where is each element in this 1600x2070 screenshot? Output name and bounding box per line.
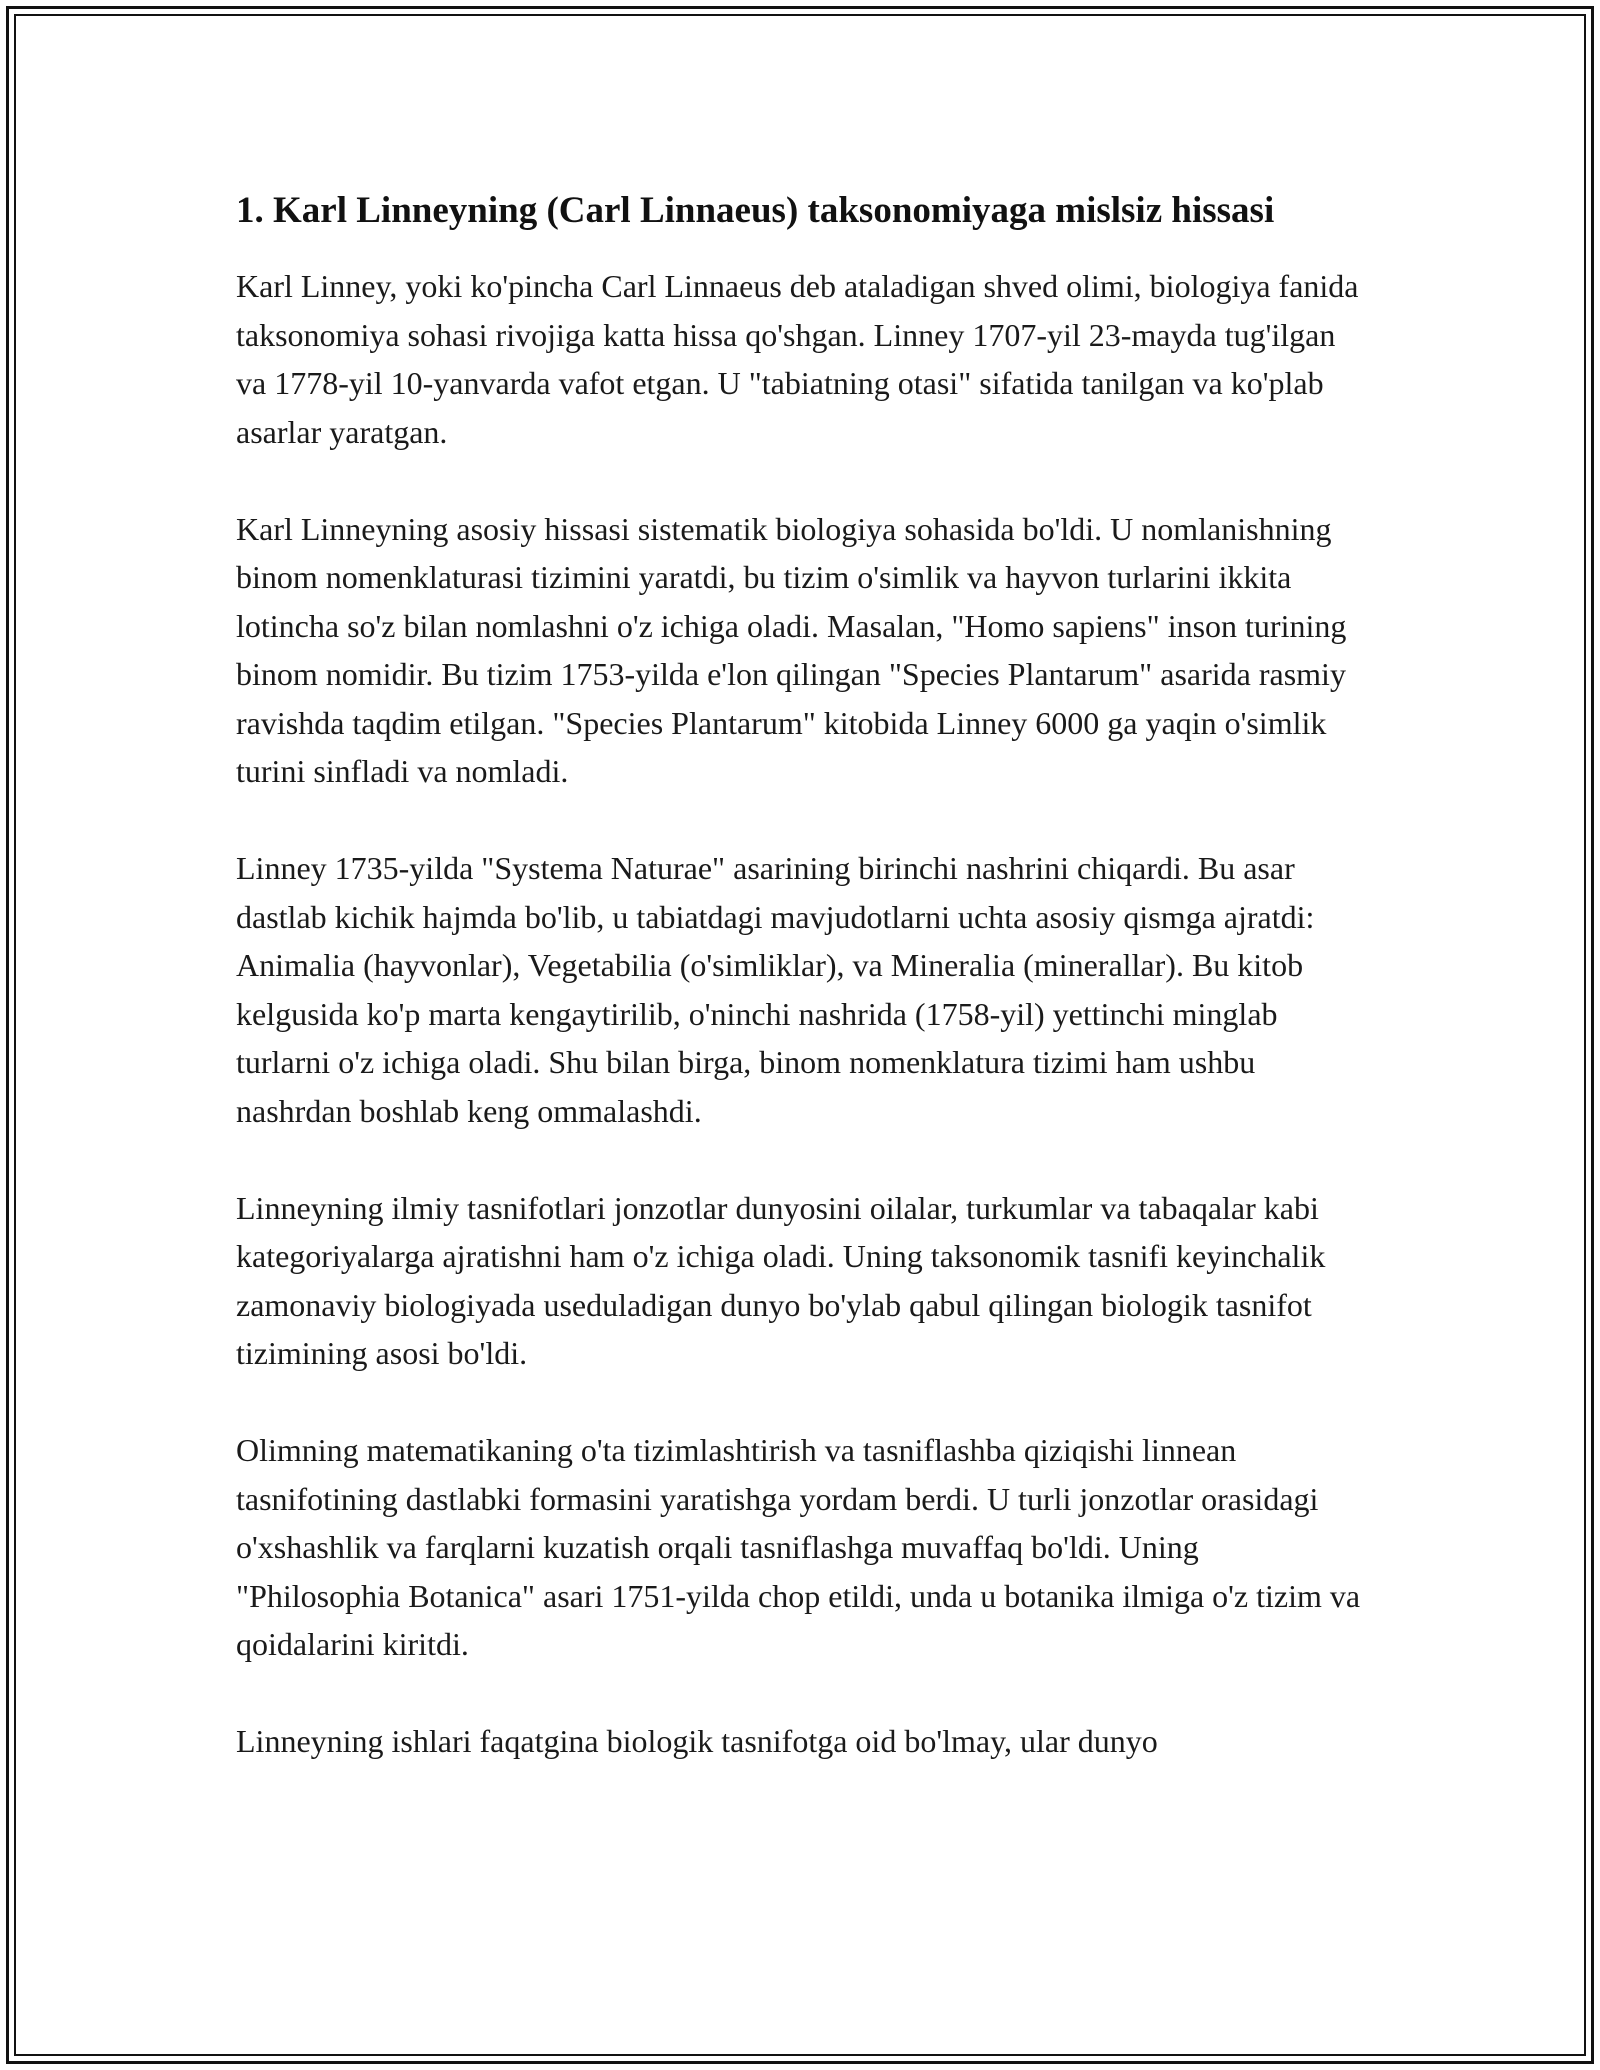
section-heading: 1. Karl Linneyning (Carl Linnaeus) taksonomiyaga mislsiz hissasi	[236, 190, 1275, 231]
paragraph-binomial-nomenclature: Karl Linneyning asosiy hissasi sistematik biologiya sohasida bo'ldi. U nomlanishning binom nomenklaturasi tizimini yaratdi, bu tizim o'simlik va hayvon turlarini ikkita lotincha so'z bilan nomlashni o'z ichiga oladi. Masalan, "Homo sapiens" inson turining binom nomidir. Bu tizim 1753-yilda e'lon qilingan "Species Plantarum" asarida rasmiy ravishda taqdim etilgan. "Species Plantarum" kitobida Linney 6000 ga yaqin o'simlik turini sinfladi va nomladi.	[236, 510, 1347, 789]
paragraph-systema-naturae: Linney 1735-yilda "Systema Naturae" asarining birinchi nashrini chiqardi. Bu asar dastlab kichik hajmda bo'lib, u tabiatdagi mavjudotlarni uchta asosiy qismga ajratdi: Animalia (hayvonlar), Vegetabilia (o'simliklar), va Mineralia (minerallar). Bu kitob kelgusida ko'p marta kengaytirilib, o'ninchi nashrida (1758-yil) yettinchi minglab turlarni o'z ichiga oladi. Shu bilan birga, binom nomenklatura tizimi ham ushbu nashrdan boshlab keng ommalashdi.	[236, 850, 1315, 1129]
paragraph-classification-categories: Linneyning ilmiy tasnifotlari jonzotlar dunyosini oilalar, turkumlar va tabaqalar kabi kategoriyalarga ajratishni ham o'z ichiga oladi. Uning taksonomik tasnifi keyinchalik zamonaviy biologiyada useduladigan dunyo bo'ylab qabul qilingan biologik tasnifot tizimining asosi bo'ldi.	[236, 1189, 1326, 1371]
paragraph-philosophia-botanica: Olimning matematikaning o'ta tizimlashtirish va tasniflashba qiziqishi linnean tasnifotining dastlabki formasini yaratishga yordam berdi. U turli jonzotlar orasidagi o'xshashlik va farqlarni kuzatish orqali tasniflashga muvaffaq bo'ldi. Uning "Philosophia Botanica" asari 1751-yilda chop etildi, unda u botanika ilmiga o'z tizim va qoidalarini kiritdi.	[236, 1432, 1361, 1662]
paragraph-biography: Karl Linney, yoki ko'pincha Carl Linnaeus deb ataladigan shved olimi, biologiya fanida taksonomiya sohasi rivojiga katta hissa qo'shgan. Linney 1707-yil 23-mayda tug'ilgan va 1778-yil 10-yanvarda vafot etgan. U "tabiatning otasi" sifatida tanilgan va ko'plab asarlar yaratgan.	[236, 268, 1359, 450]
document-body	[236, 184, 1366, 1814]
paragraph-legacy-truncated: Linneyning ishlari faqatgina biologik tasnifotga oid bo'lmay, ular dunyo	[236, 1723, 1158, 1759]
